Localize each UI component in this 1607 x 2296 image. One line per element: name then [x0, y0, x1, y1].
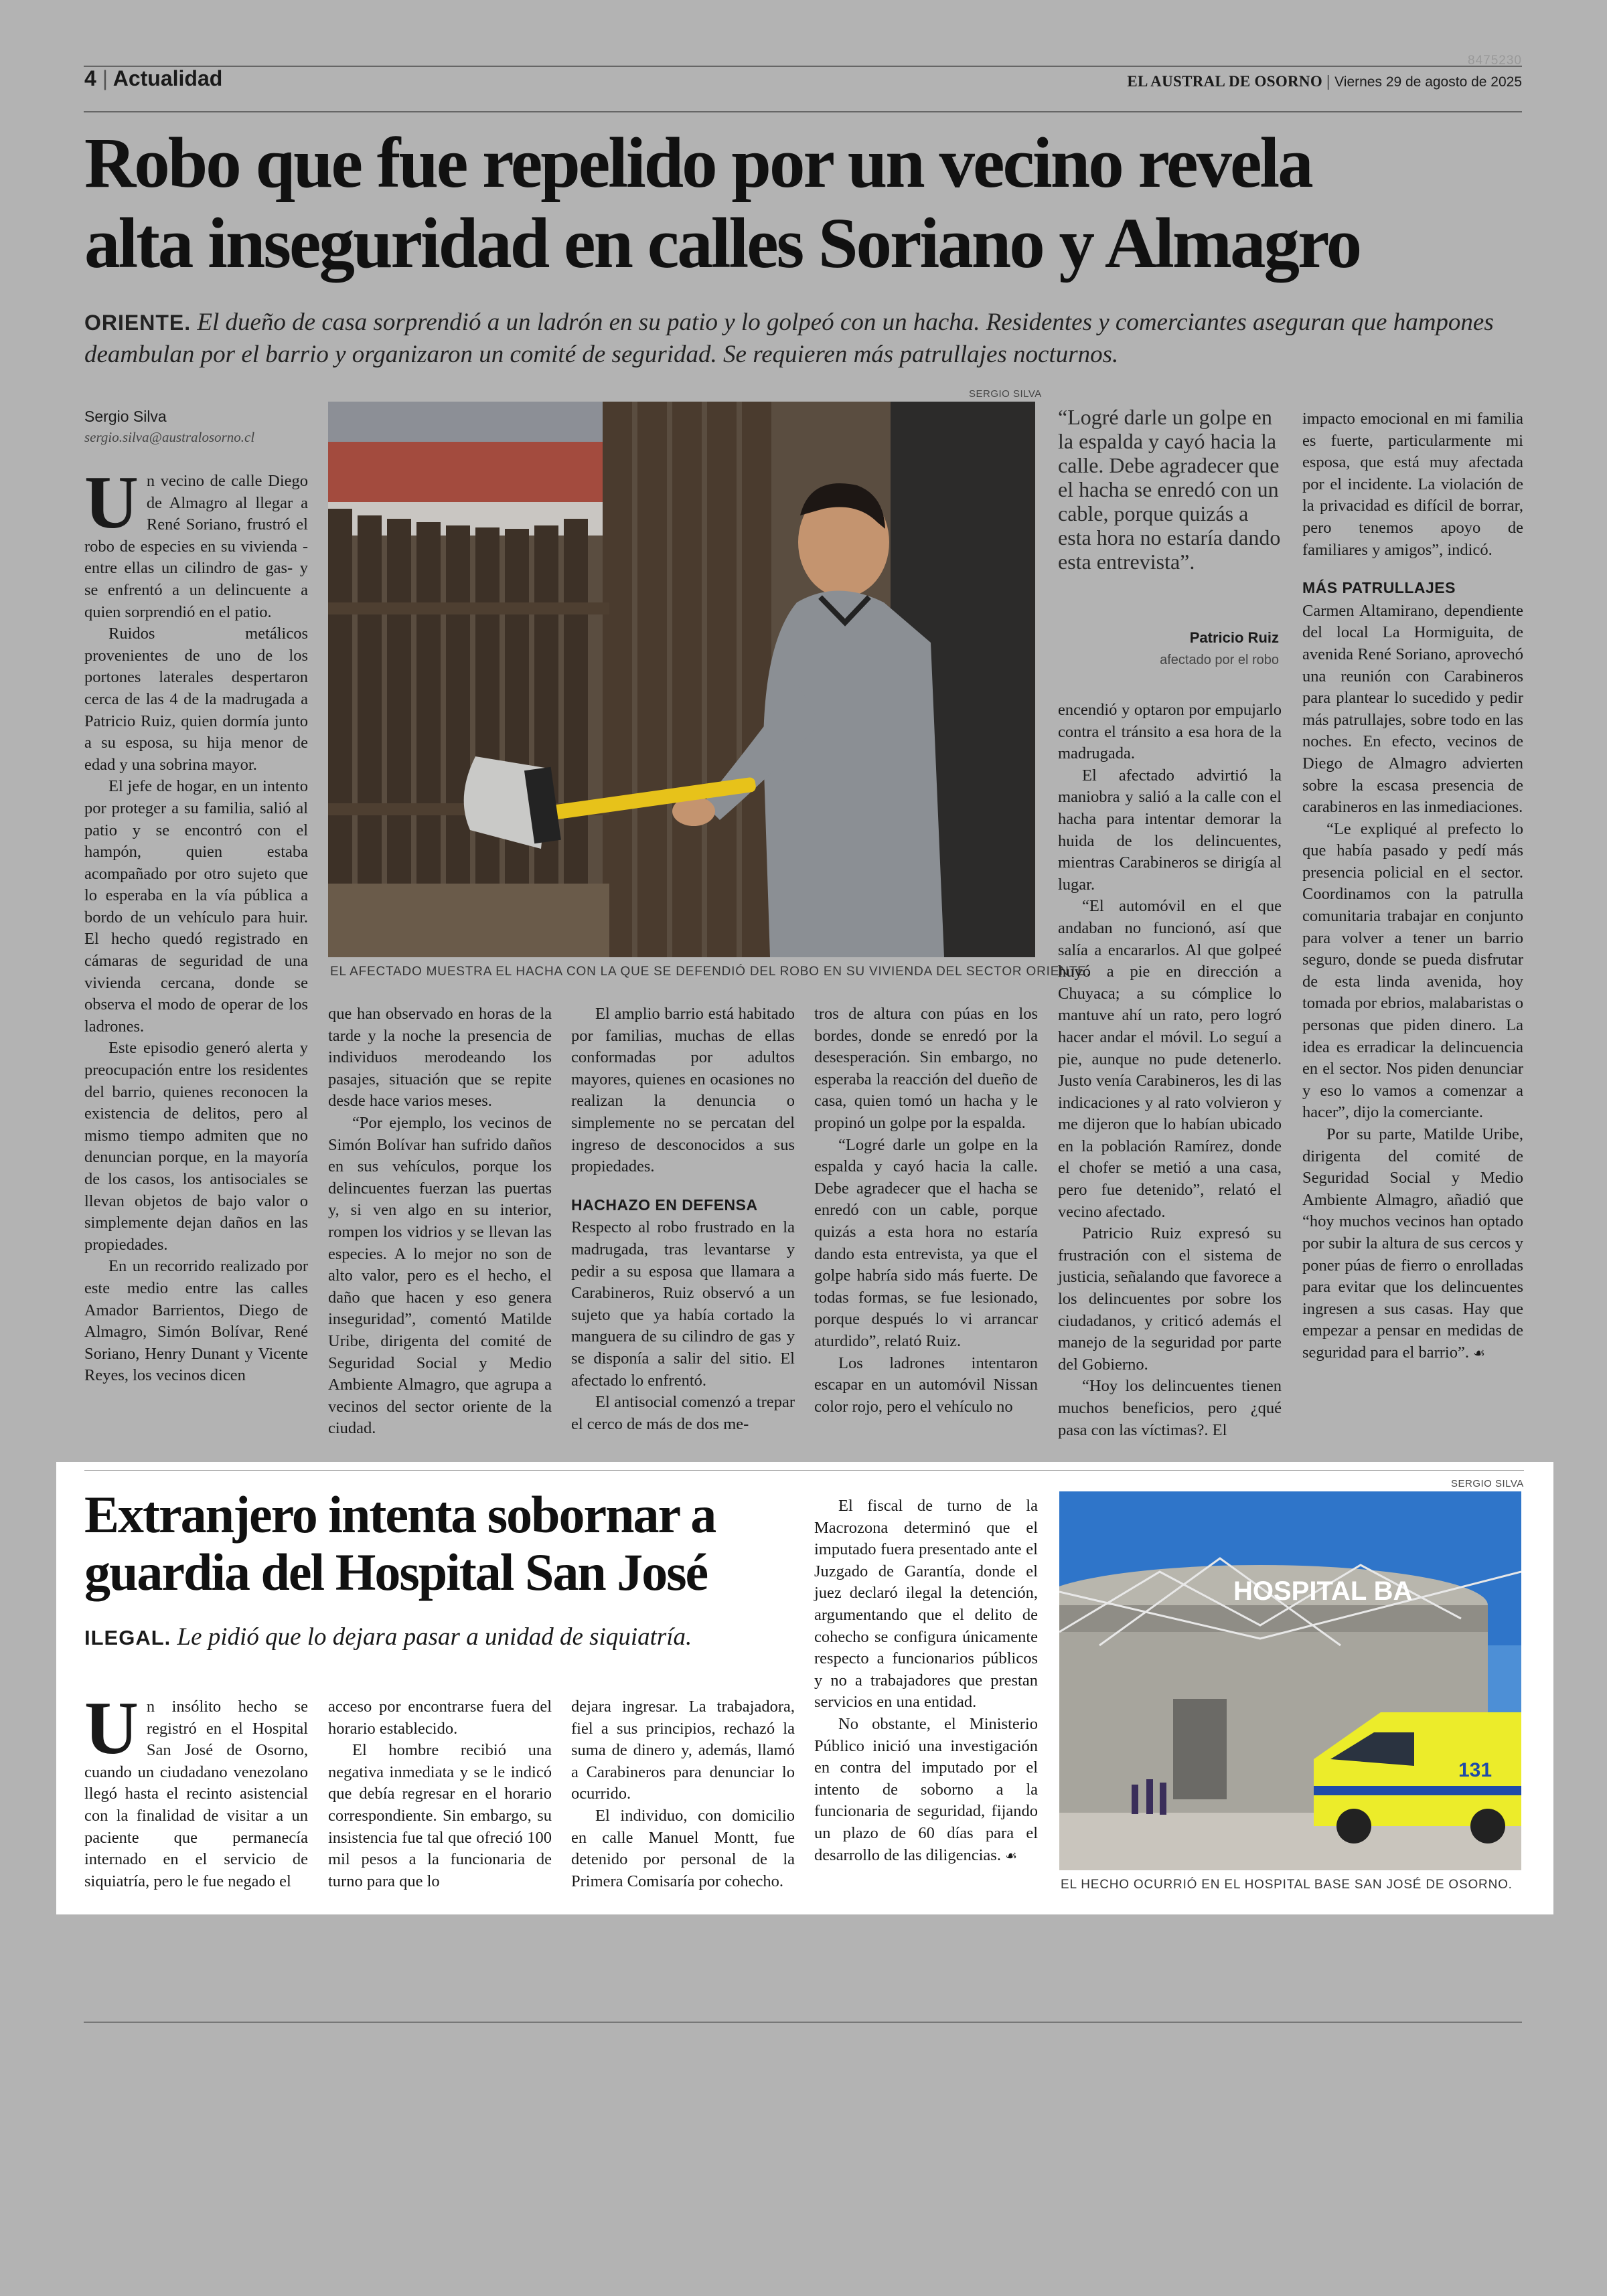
page-number: 4 [84, 66, 96, 90]
hospital-headline [84, 1486, 801, 1601]
hospital-headline-line2: guardia del Hospital San José [84, 1543, 708, 1601]
subhead-hachazo: HACHAZO EN DEFENSA [571, 1196, 758, 1214]
hospital-col2 [328, 1696, 552, 1892]
hospital-col4-p1: El fiscal de turno de la Macrozona determinó que el imputado fuera presentado ante el Juzgado de Garantía, donde el juez declaró ilegal la detención, argumentando que el delito de cohecho se configura únicamente respecto a funcionarios públicos y no a trabajadores que prestan servicios en una entidad. [814, 1497, 1038, 1712]
hospital-photo-caption: EL HECHO OCURRIÓ EN EL HOSPITAL BASE SAN JOSÉ DE OSORNO. [1061, 1878, 1513, 1892]
hospital-deck [84, 1623, 821, 1653]
pull-quote: “Logré darle un golpe en la espalda y cayó hacia la calle. Debe agradecer que el hacha se enredó con un cable, porque quizás a esta hora no estaría dando esta entrevista”. [1058, 405, 1281, 574]
hospital-building-image [1059, 1491, 1521, 1870]
main-col4-p1: tros de altura con púas en los bordes, donde se enredó por la desesperación. Sin embargo, no esperaba la reacción del dueño de casa, quien tomó un hacha y le propinó un golpe por la espalda. [814, 1005, 1038, 1132]
main-col1-p2: Ruidos metálicos provenientes de uno de los portones laterales despertaron cerca de las 4 de la madrugada a Patricio Ruiz, quien dormía junto a su esposa, su hija menor de edad y una sobrina mayor. [84, 625, 308, 774]
main-col1-p3: El jefe de hogar, en un intento por proteger a su familia, salió al patio y se encontró con el hampón, quien estaba acompañado por otro sujeto que lo esperaba en la vía pública a bordo de un vehículo para huir. El hecho quedó registrado en cámaras de seguridad de una vivienda cercana, donde se observa el modo de operar de los ladrones. [84, 777, 308, 1036]
main-col6-p4: Por su parte, Matilde Uribe, dirigenta del comité de Seguridad Social y Medio Ambiente Almagro, añadió que “hoy muchos vecinos han optado por subir la altura de sus cercos y poner púas de fierro o enrolladas para evitar que los delincuentes ingresen a sus casas. Hay que empezar a pensar en medidas de seguridad para el barrio”. [1302, 1125, 1523, 1362]
publication-name: EL AUSTRAL DE OSORNO [1127, 73, 1323, 90]
main-col1-p4: Este episodio generó alerta y preocupación entre los residentes del barrio, quienes reconocen la existencia de delitos, pero al mismo tiempo admiten que no denuncian porque, en la mayoría de los casos, los antisociales se llevan objetos de bajo valor o simplemente dejan daños en las propiedades. [84, 1039, 308, 1254]
hospital-col3-p2: El individuo, con domicilio en calle Manuel Montt, fue detenido por personal de la Primera Comisaría por cohecho. [571, 1806, 795, 1890]
main-col3-p1: El amplio barrio está habitado por familias, muchas de ellas conformadas por adultos mayores, quienes en ocasiones no realizan la denuncia o simplemente no se percatan del ingreso de desconocidos a sus propiedades. [571, 1005, 795, 1176]
section-name: Actualidad [112, 66, 223, 90]
pull-quote-role: afectado por el robo [1160, 653, 1279, 667]
hospital-top-rule [84, 1470, 1524, 1471]
main-col3-p2: Respecto al robo frustrado en la madrugada, tras levantarse y pedir a su esposa que llamara a Carabineros, Ruiz observó a un sujeto que ya había cortado la manguera de su cilindro de gas y se disponía a salir del sitio. El afectado lo enfrentó. [571, 1218, 795, 1390]
hospital-col1 [84, 1687, 308, 1892]
main-col5-p5: “Hoy los delincuentes tienen muchos beneficios, pero ¿qué pasa con las víctimas?. El [1058, 1377, 1282, 1439]
page-section-header: 4 | Actualidad [84, 66, 223, 90]
main-col2 [328, 1003, 552, 1440]
hospital-col2-p1: acceso por encontrarse fuera del horario establecido. [328, 1698, 552, 1738]
ambulance-number: 131 [1458, 1759, 1493, 1781]
main-col3 [571, 1003, 795, 1435]
man-with-axe-image [328, 402, 1035, 957]
main-col4-p3: Los ladrones intentaron escapar en un automóvil Nissan color rojo, pero el vehículo no [814, 1354, 1038, 1416]
hospital-drop-cap: U [84, 1687, 139, 1770]
author-email: sergio.silva@australosorno.cl [84, 429, 255, 445]
publication-line: EL AUSTRAL DE OSORNO | Viernes 29 de agosto de 2025 [1127, 72, 1522, 90]
hospital-col3 [571, 1696, 795, 1892]
main-col5-p3: “El automóvil en el que andaban no funcionó, así que salía a encararlos. Al que golpeé huyó a pie en dirección a Chuyaca; a su cómplice lo mantuve ahí un rato, pero logró hacer andar el móvil. Lo seguí a pie, aunque no pude detenerlo. Justo venía Carabineros, les di las indicaciones y al rato volvieron y me dijeron que lo habían ubicado en la población Ramírez, donde el chofer se metió a una casa, pero fue detenido”, relató el vecino afectado. [1058, 897, 1282, 1221]
page-code: 8475230 [1468, 54, 1522, 68]
pull-quote-name: Patricio Ruiz [1189, 629, 1279, 646]
main-col5-p2: El afectado advirtió la maniobra y salió a la calle con el hacha para intentar demorar la huida de los delincuentes, mientras Carabineros se dirigía al lugar. [1058, 766, 1282, 894]
main-headline [84, 123, 1524, 284]
main-photo-credit: SERGIO SILVA [969, 388, 1042, 400]
main-headline-line2: alta inseguridad en calles Soriano y Almagro [84, 204, 1361, 283]
hospital-photo [1059, 1491, 1521, 1870]
page-bottom-rule [84, 2022, 1522, 2023]
hospital-kicker: ILEGAL. [84, 1626, 171, 1649]
main-deck-text: El dueño de casa sorprendió a un ladrón en su patio y lo golpeó con un hacha. Residentes y comerciantes aseguran que hampones deambulan por el barrio y organizaron un comité de seguridad. Se requieren más patrullajes nocturnos. [84, 309, 1494, 368]
hospital-col4-p2: No obstante, el Ministerio Público inició una investigación en contra del imputado por el intento de soborno a la funcionaria de seguridad, fijando un plazo de 60 días para el desarrollo de las diligencias. [814, 1714, 1038, 1864]
main-col6-p1: impacto emocional en mi familia es fuerte, particularmente mi esposa, que está muy afectada por el incidente. La violación de la privacidad es difícil de borrar, pero tenemos apoyo de familiares y amigos”, indicó. [1302, 410, 1523, 559]
hospital-col3-p1: dejara ingresar. La trabajadora, fiel a sus principios, rechazó la suma de dinero y, además, llamó a Carabineros para denunciar lo ocurrido. [571, 1698, 795, 1803]
main-col5 [1058, 700, 1282, 1441]
hospital-sign-text: HOSPITAL BA [1233, 1576, 1413, 1606]
hospital-headline-line1: Extranjero intenta sobornar a [84, 1485, 716, 1544]
author-name: Sergio Silva [84, 408, 167, 425]
main-col6-p3: “Le expliqué al prefecto lo que había pasado y pedí más presencia policial en el sector. Coordinamos con la patrulla comunitaria trabajar en conjunto para volver a tener un barrio seguro, donde se pueda disfrutar de esta linda avenida, hoy tomada por ebrios, malabaristas o personas que piden dinero. La idea es erradicar la delincuencia en el sector. Nos piden denunciar y eso lo vamos a comenzar a hacer”, dijo la comerciante. [1302, 819, 1523, 1122]
main-col4-p2: “Logré darle un golpe en la espalda y cayó hacia la calle. Debe agradecer que el hacha se enredó con un cable, porque quizás a esta hora no estaría dando esta entrevista, ya que el golpe habría sido más fuerte. De todas formas, se fue lesionado, porque después lo vi arrancar aturdido”, relató Ruiz. [814, 1135, 1038, 1350]
header-top-rule [84, 66, 1522, 67]
header-bottom-rule [84, 111, 1522, 112]
main-col6 [1302, 408, 1523, 1364]
end-mark-icon: ☙ [1473, 1344, 1486, 1361]
main-col6-p2: Carmen Altamirano, dependiente del local La Hormiguita, de avenida René Soriano, aprovechó una reunión con Carabineros para plantear lo sucedido y pedir más patrullajes, sobre todo en las noches. En efecto, vecinos de Diego de Almagro advierten sobre la escasa presencia de carabineros en las inmediaciones. [1302, 601, 1523, 817]
end-mark-icon: ☙ [1005, 1847, 1018, 1864]
hospital-deck-text: Le pidió que lo dejara pasar a unidad de siquiatría. [177, 1623, 692, 1651]
main-drop-cap: U [84, 461, 139, 544]
main-col1-p5: En un recorrido realizado por este medio entre las calles Amador Barrientos, Diego de Almagro, Simón Bolívar, René Soriano, Henry Dunant y Vicente Reyes, los vecinos dicen [84, 1257, 308, 1385]
main-col3-p3: El antisocial comenzó a trepar el cerco de más de dos me- [571, 1393, 795, 1433]
main-deck [84, 307, 1524, 370]
hospital-col2-p2: El hombre recibió una negativa inmediata y se le indicó que debía regresar en el horario correspondiente. Sin embargo, su insistencia fue tal que ofreció 100 mil pesos a la funcionaria de turno para que lo [328, 1741, 552, 1890]
main-col2-p2: “Por ejemplo, los vecinos de Simón Bolívar han sufrido daños en sus vehículos, porque los delincuentes fuerzan las puertas y, si ven algo en su interior, rompen los vidrios y se llevan las especies. A lo mejor no son de alto valor, pero es el hecho, el daño que hacen y eso genera inseguridad”, comentó Matilde Uribe, dirigenta del comité de Seguridad Social y Medio Ambiente Almagro, que agrupa a vecinos del sector oriente de la ciudad. [328, 1113, 552, 1438]
main-col1 [84, 461, 308, 1387]
subhead-patrullajes: MÁS PATRULLAJES [1302, 579, 1456, 597]
hospital-photo-credit: SERGIO SILVA [1451, 1478, 1524, 1489]
main-col5-p4: Patricio Ruiz expresó su frustración con el sistema de justicia, señalando que favorece a los delincuentes por sobre los ciudadanos, y criticó además el manejo de la seguridad por parte del Gobierno. [1058, 1224, 1282, 1374]
main-kicker: ORIENTE. [84, 311, 192, 335]
main-col5-p1: encendió y optaron por empujarlo contra el tránsito a esa hora de la madrugada. [1058, 701, 1282, 763]
main-col2-p1: que han observado en horas de la tarde y la noche la presencia de individuos merodeando los pasajes, situación que se repite desde hace varios meses. [328, 1005, 552, 1111]
main-col4 [814, 1003, 1038, 1418]
main-headline-line1: Robo que fue repelido por un vecino revela [84, 124, 1312, 203]
hospital-col4 [814, 1495, 1038, 1866]
main-photo-caption: EL AFECTADO MUESTRA EL HACHA CON LA QUE SE DEFENDIÓ DEL ROBO EN SU VIVIENDA DEL SECTOR ORIENTE. [330, 965, 1091, 979]
main-photo [328, 402, 1035, 957]
hospital-col1-p1: n insólito hecho se registró en el Hospital San José de Osorno, cuando un ciudadano venezolano llegó hasta el recinto asistencial con la finalidad de visitar a un paciente que permanecía internado en el servicio de siquiatría, pero le fue negado el [84, 1698, 308, 1890]
publication-date: Viernes 29 de agosto de 2025 [1334, 74, 1522, 90]
main-col1-p1: n vecino de calle Diego de Almagro al llegar a René Soriano, frustró el robo de especies en su vivienda -entre ellas un cilindro de gas- y se enfrentó a un delincuente a quien sorprendió en el patio. [84, 472, 308, 621]
